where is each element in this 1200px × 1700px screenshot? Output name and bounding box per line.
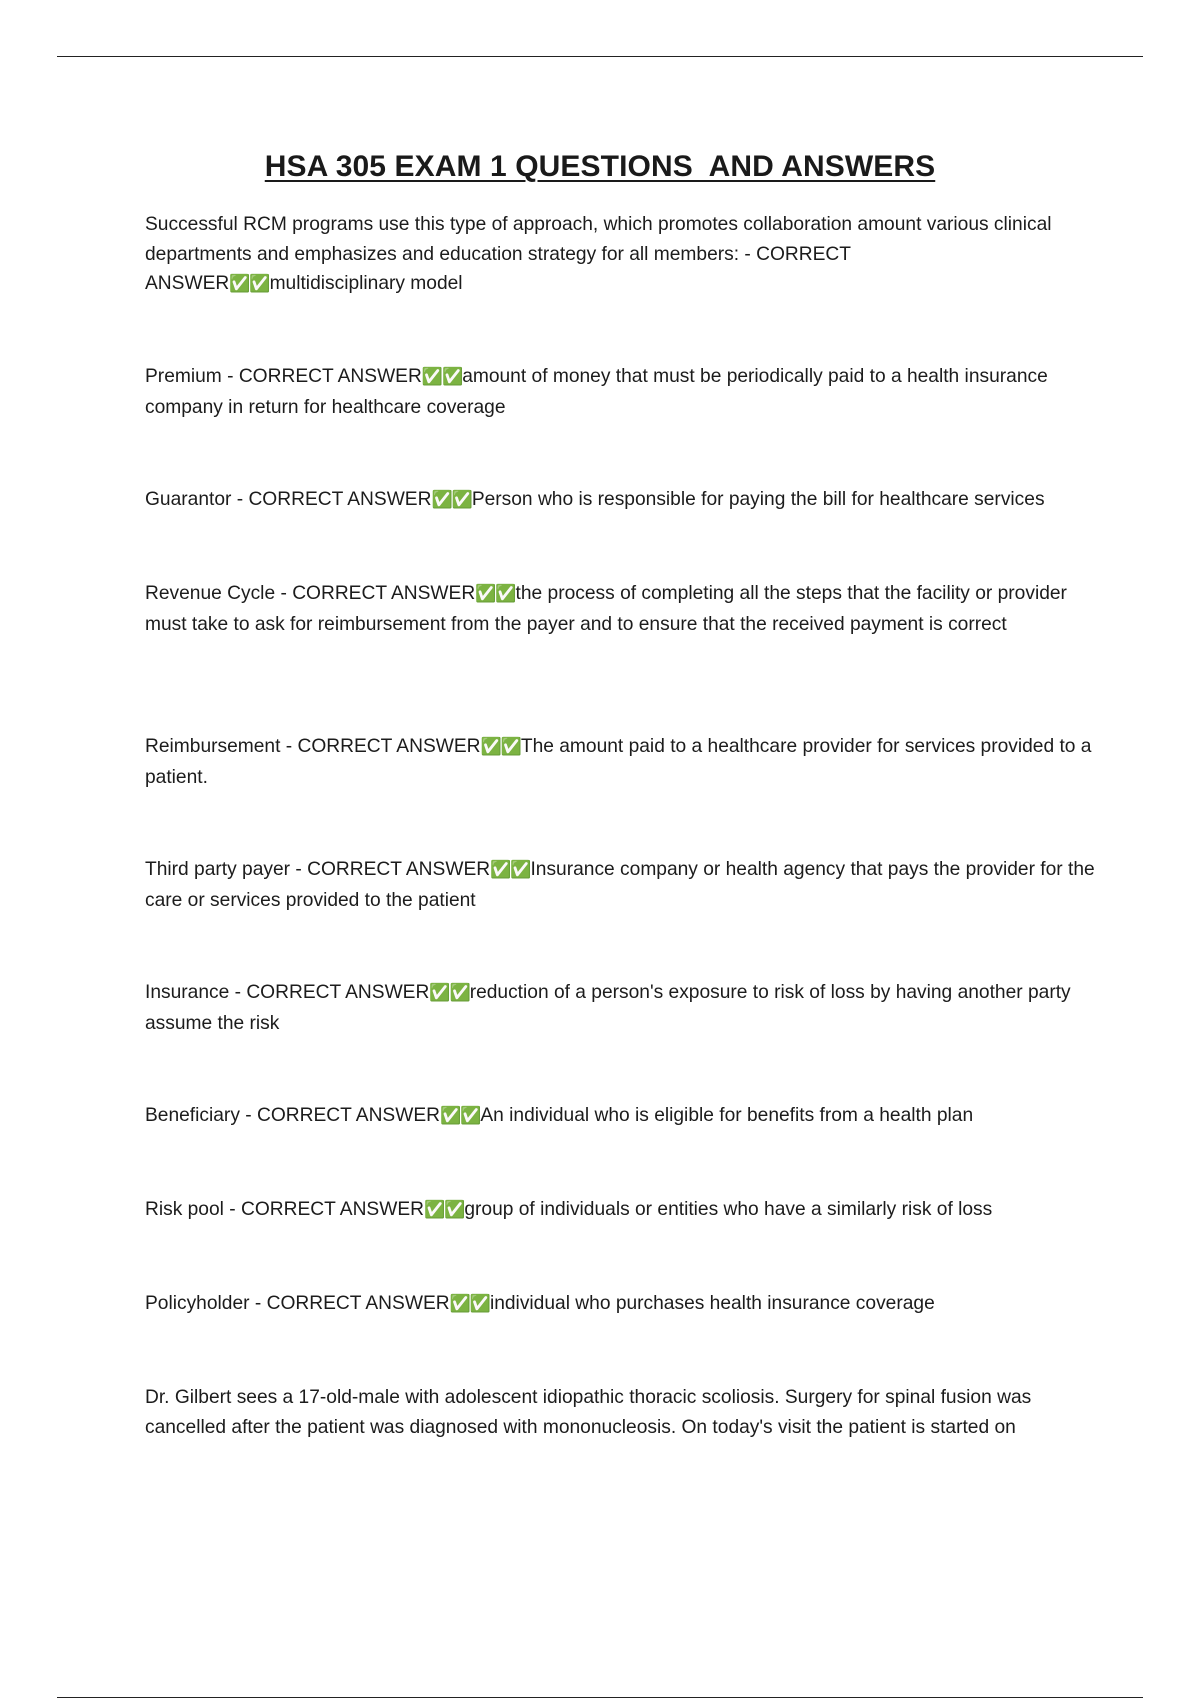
qa-entry-8: Beneficiary - CORRECT ANSWER✅✅An individual who is eligible for benefits from a health plan xyxy=(145,1105,974,1126)
qa-term: Successful RCM programs use this type of approach, which promotes collaboration amount various clinical departments and emphasizes and education strategy for all members: xyxy=(145,214,1052,265)
check-icon: ✅✅ xyxy=(475,584,516,604)
qa-term: Insurance xyxy=(145,982,230,1003)
answer-marker: CORRECT ANSWER xyxy=(246,982,430,1003)
qa-entry-6: Third party payer - CORRECT ANSWER✅✅Insurance company or health agency that pays the provider for the care or services provided to the patient xyxy=(145,859,1095,911)
answer-marker: CORRECT ANSWER xyxy=(307,859,491,880)
qa-term: Guarantor xyxy=(145,489,232,510)
qa-term: Beneficiary xyxy=(145,1105,240,1126)
qa-term: Third party payer xyxy=(145,859,291,880)
qa-answer: individual who purchases health insurance coverage xyxy=(489,1293,935,1314)
answer-marker: CORRECT ANSWER xyxy=(145,243,851,294)
qa-answer: An individual who is eligible for benefits from a health plan xyxy=(480,1105,974,1126)
qa-term: Policyholder xyxy=(145,1293,250,1314)
check-icon: ✅✅ xyxy=(424,1200,465,1220)
qa-answer: amount of money that must be periodically paid to a health insurance company in return for healthcare coverage xyxy=(145,366,1048,418)
check-icon: ✅✅ xyxy=(229,274,270,294)
check-icon: ✅✅ xyxy=(449,1294,490,1314)
qa-term: Risk pool xyxy=(145,1199,224,1220)
qa-entry-5: Reimbursement - CORRECT ANSWER✅✅The amount paid to a healthcare provider for services provided to a patient. xyxy=(145,736,1092,788)
check-icon: ✅✅ xyxy=(480,737,521,757)
check-icon: ✅✅ xyxy=(429,983,470,1003)
answer-marker: CORRECT ANSWER xyxy=(240,1199,424,1220)
qa-term: Reimbursement xyxy=(145,736,281,757)
qa-answer: group of individuals or entities who have a similarly risk of loss xyxy=(464,1199,993,1220)
check-icon: ✅✅ xyxy=(421,367,463,387)
qa-answer: Insurance company or health agency that pays the provider for the care or services provided to the patient xyxy=(145,859,1095,911)
qa-entry-4: Revenue Cycle - CORRECT ANSWER✅✅the process of completing all the steps that the facility or provider must take to ask for reimbursement from the payer and to ensure that the received payment is correct xyxy=(145,583,1067,635)
answer-marker: CORRECT ANSWER xyxy=(238,366,422,387)
qa-answer: reduction of a person's exposure to risk of loss by having another party assume the risk xyxy=(145,982,1071,1034)
qa-entry-9: Risk pool - CORRECT ANSWER✅✅group of individuals or entities who have a similarly risk of loss xyxy=(145,1199,993,1220)
qa-entry-3: Guarantor - CORRECT ANSWER✅✅Person who is responsible for paying the bill for healthcare services xyxy=(145,489,1045,510)
answer-marker: CORRECT ANSWER xyxy=(256,1105,440,1126)
answer-marker: CORRECT ANSWER xyxy=(292,583,476,604)
answer-marker: CORRECT ANSWER xyxy=(266,1293,450,1314)
bottom-divider xyxy=(57,1697,1143,1698)
qa-answer: multidisciplinary model xyxy=(269,273,463,294)
trailing-question: Dr. Gilbert sees a 17-old-male with adolescent idiopathic thoracic scoliosis. Surgery for spinal fusion was cancelled after the patient was diagnosed with mononucleosis. On today's visit the patient is started on xyxy=(145,1387,1032,1438)
answer-marker: CORRECT ANSWER xyxy=(297,736,481,757)
qa-term: Revenue Cycle xyxy=(145,583,276,604)
qa-entry-2: Premium - CORRECT ANSWER✅✅amount of money that must be periodically paid to a health insurance company in return for healthcare coverage xyxy=(145,366,1048,418)
qa-term: Premium xyxy=(145,366,222,387)
check-icon: ✅✅ xyxy=(490,860,531,880)
check-icon: ✅✅ xyxy=(431,490,472,510)
check-icon: ✅✅ xyxy=(440,1106,481,1126)
qa-entry-7: Insurance - CORRECT ANSWER✅✅reduction of a person's exposure to risk of loss by having another party assume the risk xyxy=(145,982,1071,1034)
page-title: HSA 305 EXAM 1 QUESTIONS AND ANSWERS xyxy=(264,150,936,183)
qa-answer: The amount paid to a healthcare provider for services provided to a patient. xyxy=(145,736,1092,788)
qa-answer: the process of completing all the steps that the facility or provider must take to ask for reimbursement from the payer and to ensure that the received payment is correct xyxy=(145,583,1067,635)
answer-marker: CORRECT ANSWER xyxy=(248,489,432,510)
qa-entry-1: Successful RCM programs use this type of approach, which promotes collaboration amount various clinical departments and emphasizes and education strategy for all members: - CORRECT ANSWER✅✅multidisciplinary model xyxy=(145,214,1052,294)
qa-answer: Person who is responsible for paying the bill for healthcare services xyxy=(471,489,1045,510)
qa-entry-10: Policyholder - CORRECT ANSWER✅✅individual who purchases health insurance coverage xyxy=(145,1293,935,1314)
